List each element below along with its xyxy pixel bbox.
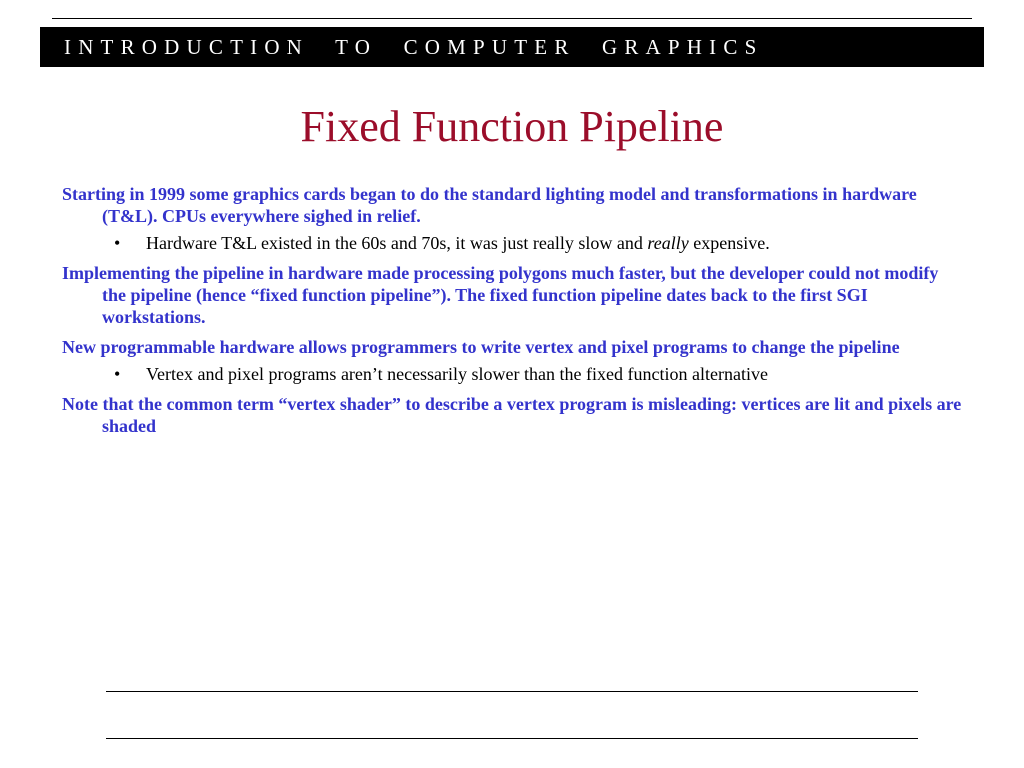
sub-bullet-emphasis: really [647,233,689,253]
paragraph-hardware-tl: Starting in 1999 some graphics cards began to do the standard lighting model and transformations in hardware (T&L). CPUs everywhere sighed in relief. [62,184,917,226]
header-bar [40,27,984,67]
bullet-glyph: • [114,233,121,253]
sub-bullet-text-start: Hardware T&L existed in the 60s and 70s, it was just really slow and [146,233,648,253]
slide-body [62,183,962,445]
sub-bullet-performance [114,363,962,385]
top-divider [52,18,972,19]
sub-bullet-text-end: expensive. [688,233,770,253]
paragraph-fixed-pipeline: Implementing the pipeline in hardware made processing polygons much faster, but the developer could not modify the pipeline (hence “fixed function pipeline”). The fixed function pipeline dates back to the first SGI workstations. [62,263,939,327]
sub-bullet-text: Vertex and pixel programs aren’t necessarily slower than the fixed function alternative [146,364,768,384]
course-title: INTRODUCTION TO COMPUTER GRAPHICS [64,35,764,59]
bottom-divider-upper [106,691,918,692]
bullet-glyph: • [114,364,121,384]
paragraph-vertex-shader-note: Note that the common term “vertex shader” to describe a vertex program is misleading: vertices are lit and pixels are shaded [62,394,962,436]
bottom-divider-lower [106,738,918,739]
paragraph-programmable-hardware: New programmable hardware allows programmers to write vertex and pixel programs to change the pipeline [62,337,900,357]
slide-title: Fixed Function Pipeline [300,102,724,151]
sub-bullet-tl-history [114,232,962,254]
